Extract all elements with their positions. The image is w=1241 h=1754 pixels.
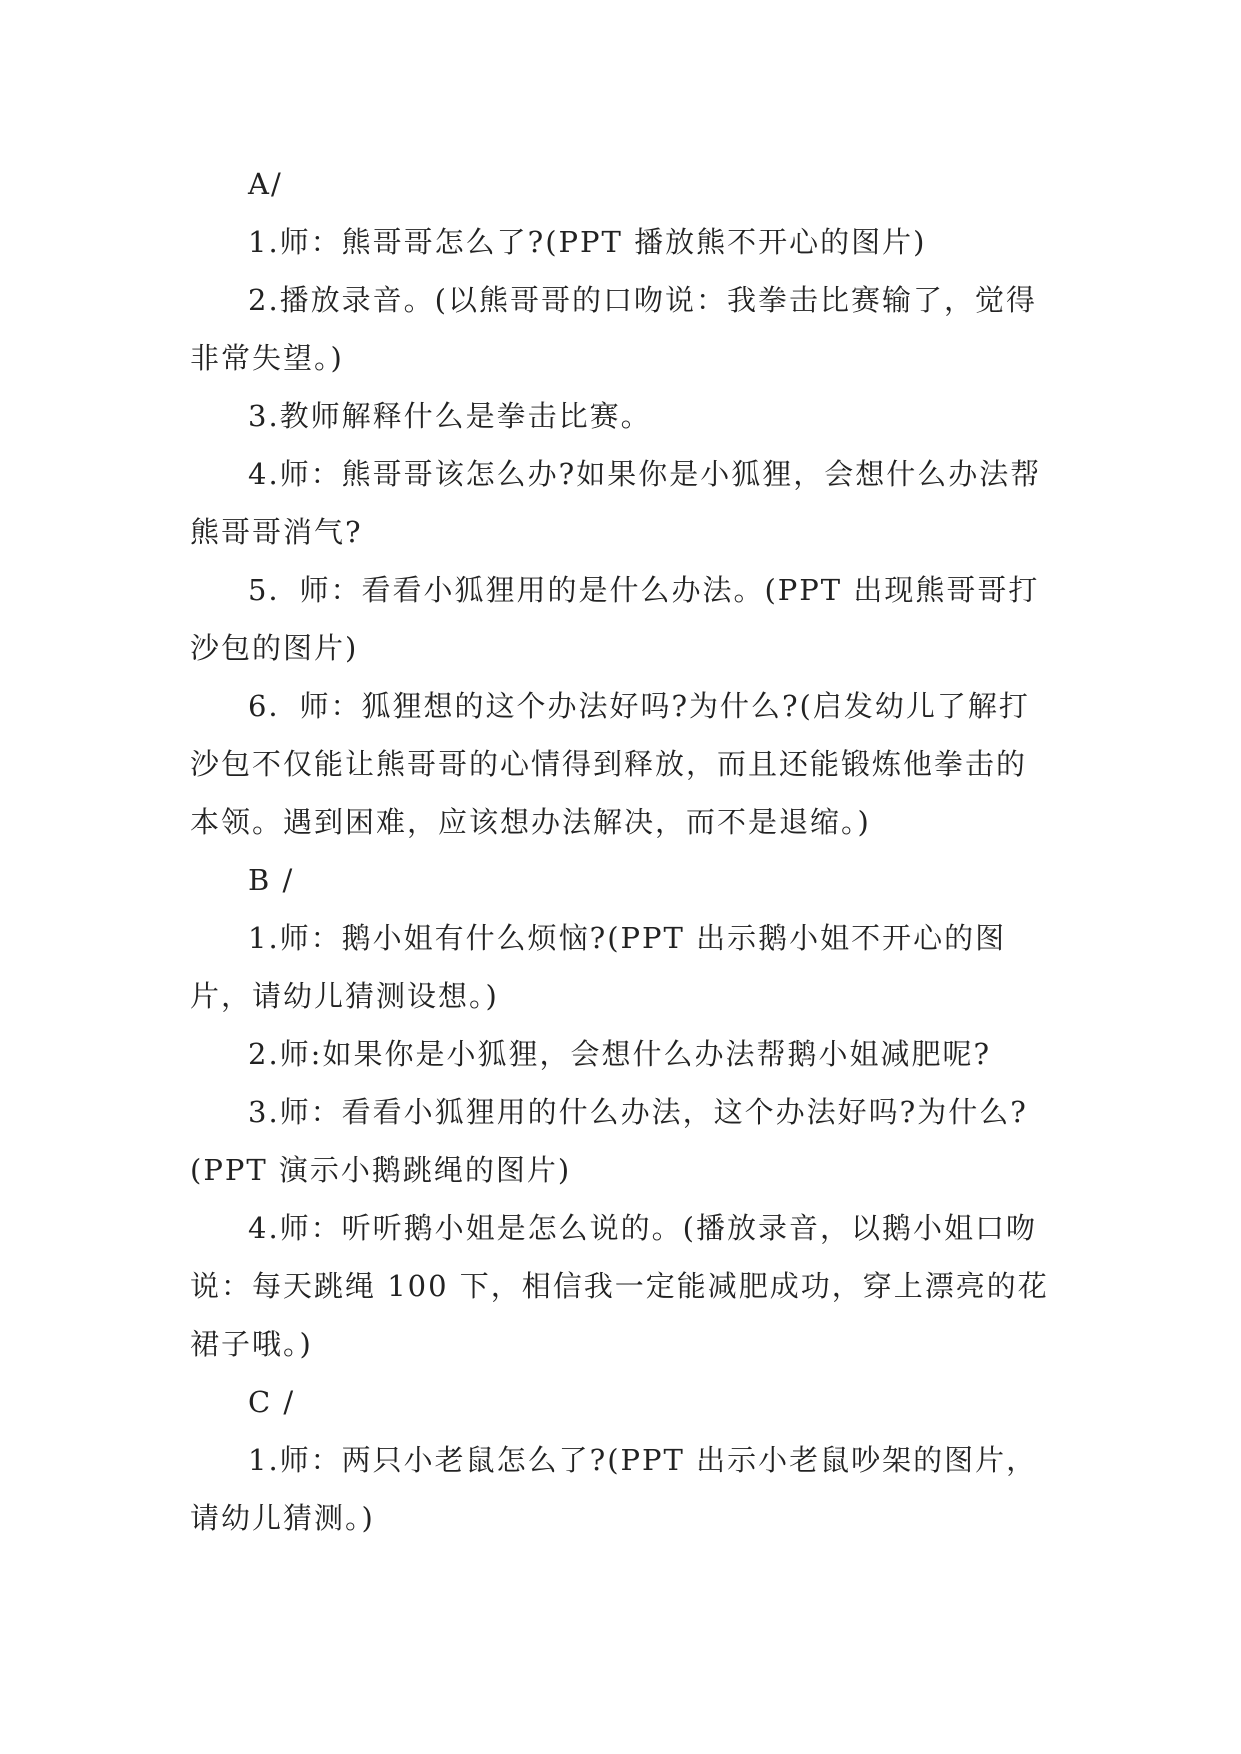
document-body xyxy=(190,155,1050,1547)
paragraph: 4.师：听听鹅小姐是怎么说的。(播放录音，以鹅小姐口吻说：每天跳绳 100 下，相信我一定能减肥成功，穿上漂亮的花裙子哦。) xyxy=(190,1211,1049,1361)
paragraph: 1.师：鹅小姐有什么烦恼?(PPT 出示鹅小姐不开心的图片，请幼儿猜测设想。) xyxy=(190,921,1007,1013)
paragraph: 1.师：两只小老鼠怎么了?(PPT 出示小老鼠吵架的图片，请幼儿猜测。) xyxy=(190,1443,1038,1535)
paragraph: 2.播放录音。(以熊哥哥的口吻说：我拳击比赛输了，觉得非常失望。) xyxy=(190,283,1037,375)
section-heading-b: B / xyxy=(248,863,295,897)
paragraph: 3.教师解释什么是拳击比赛。 xyxy=(248,399,652,433)
section-heading-a: A/ xyxy=(248,167,283,201)
paragraph: 2.师:如果你是小狐狸，会想什么办法帮鹅小姐减肥呢? xyxy=(248,1037,991,1071)
section-heading-c: C / xyxy=(248,1385,296,1419)
paragraph: 3.师：看看小狐狸用的什么办法，这个办法好吗?为什么?(PPT 演示小鹅跳绳的图片) xyxy=(190,1095,1028,1187)
paragraph: 6．师：狐狸想的这个办法好吗?为什么?(启发幼儿了解打沙包不仅能让熊哥哥的心情得到释放，而且还能锻炼他拳击的本领。遇到困难，应该想办法解决，而不是退缩。) xyxy=(190,689,1030,839)
paragraph: 1.师：熊哥哥怎么了?(PPT 播放熊不开心的图片) xyxy=(248,225,927,259)
paragraph: 5．师：看看小狐狸用的是什么办法。(PPT 出现熊哥哥打沙包的图片) xyxy=(190,573,1040,665)
paragraph: 4.师：熊哥哥该怎么办?如果你是小狐狸，会想什么办法帮熊哥哥消气? xyxy=(190,457,1042,549)
